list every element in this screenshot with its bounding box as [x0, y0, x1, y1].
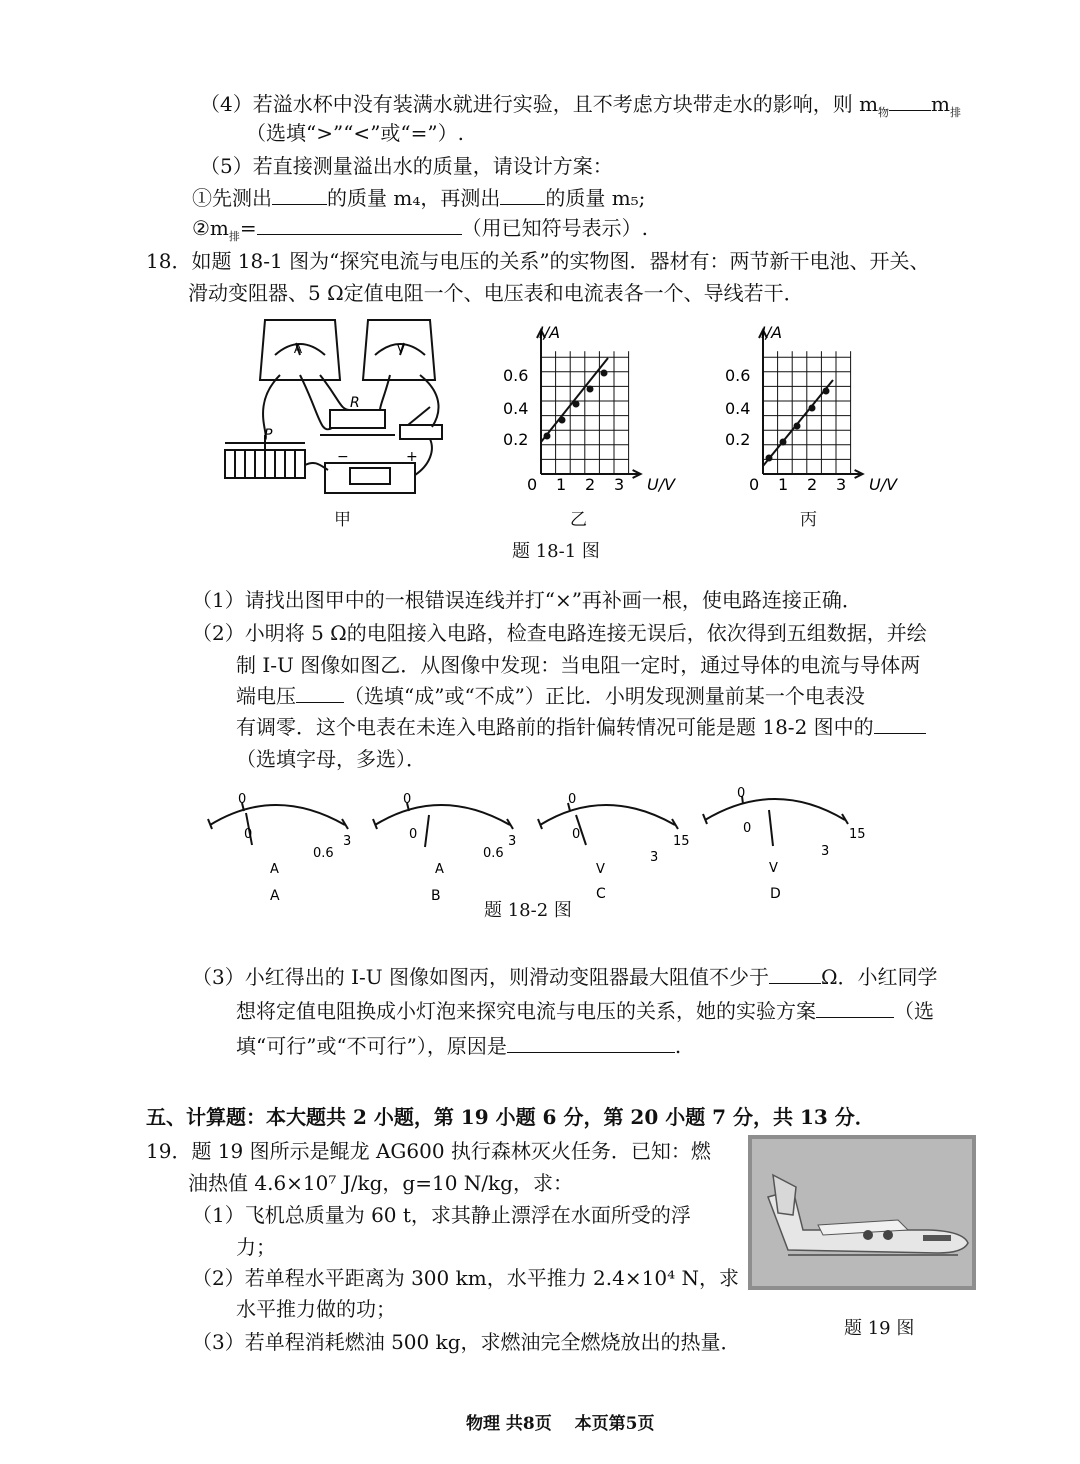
svg-text:−: − — [337, 449, 349, 465]
graph-axes — [759, 330, 863, 478]
graph-bing-ytick-02: 0.2 — [725, 430, 751, 449]
graph-yi-ytick-02: 0.2 — [503, 430, 529, 449]
fig-18-2-caption: 题 18-2 图 — [484, 900, 572, 921]
svg-text:0: 0 — [743, 821, 752, 836]
svg-text:15: 15 — [673, 834, 690, 849]
graph-bing-point — [809, 405, 816, 412]
meter-a — [200, 785, 365, 910]
svg-text:V: V — [769, 861, 778, 876]
graph-yi-point — [587, 386, 594, 393]
q17-part5: （5）若直接测量溢出水的质量，请设计方案： — [200, 154, 613, 178]
svg-text:0: 0 — [403, 792, 412, 807]
q18-part3-line1: （3）小红得出的 I-U 图像如图丙，则滑动变阻器最大阻值不少于 Ω．小红同学 — [192, 965, 938, 989]
q18-part1: （1）请找出图甲中的一根错误连线并打“×”再补画一根，使电路连接正确． — [192, 588, 862, 612]
graph-yi-xtick-0: 0 — [527, 475, 538, 494]
graph-bing-xlabel: U/V — [869, 475, 898, 494]
svg-text:0: 0 — [572, 827, 581, 842]
fig-label-bing: 丙 — [800, 510, 817, 530]
graph-yi-xtick-3: 3 — [614, 475, 625, 494]
q17-part4: （4）若溢水杯中没有装满水就进行实验，且不考虑方块带走水的影响，则 $m_物$ $m_排$ — [200, 92, 962, 119]
graph-bing-ytick-04: 0.4 — [725, 399, 751, 418]
svg-text:C: C — [596, 886, 606, 902]
q18-part3-line3: 填“可行”或“不可行”），原因是 . — [236, 1034, 682, 1058]
q18-stem-line1: 18．如题 18-1 图为“探究电流与电压的关系”的实物图．器材有：两节新干电池、开关、 — [146, 249, 930, 273]
iu-graph-yi — [495, 318, 695, 498]
q18-part3-line2: 想将定值电阻换成小灯泡来探究电流与电压的关系，她的实验方案 （选 — [236, 999, 934, 1023]
svg-text:V: V — [396, 342, 406, 356]
q19-part1-line2: 力； — [236, 1235, 276, 1259]
svg-text:0: 0 — [238, 792, 247, 807]
svg-text:A: A — [293, 342, 303, 356]
graph-bing-ylabel: I/A — [761, 323, 783, 342]
svg-text:0: 0 — [244, 827, 253, 842]
graph-yi-ylabel: I/A — [539, 323, 561, 342]
graph-yi-point — [559, 417, 566, 424]
svg-text:0: 0 — [737, 786, 746, 801]
graph-bing-point — [794, 423, 801, 430]
meter-c — [530, 785, 695, 910]
svg-text:3: 3 — [508, 834, 517, 849]
q19-stem-line1: 19．题 19 图所示是鲲龙 AG600 执行森林灭火任务．已知：燃 — [146, 1139, 711, 1163]
q17-part5-step2: $②m_排=$ （用已知符号表示）. — [192, 216, 649, 243]
graph-bing-point — [823, 388, 830, 395]
svg-text:+: + — [406, 449, 418, 465]
graph-yi-line — [541, 358, 608, 442]
svg-text:15: 15 — [849, 827, 866, 842]
svg-text:3: 3 — [343, 834, 352, 849]
q18-part2-line3: 端电压 （选填“成”或“不成”）正比．小明发现测量前某一个电表没 — [236, 684, 865, 708]
graph-bing-ytick-06: 0.6 — [725, 366, 751, 385]
q18-part2-line2: 制 I-U 图像如图乙．从图像中发现：当电阻一定时，通过导体的电流与导体两 — [236, 653, 921, 677]
meter-d — [695, 780, 870, 905]
graph-yi-ytick-04: 0.4 — [503, 399, 529, 418]
svg-text:0: 0 — [568, 792, 577, 807]
q17-part4-hint: （选填“>”“<”或“=”）. — [246, 121, 464, 145]
q19-stem-line2: 油热值 4.6×10⁷ J/kg，g=10 N/kg，求： — [188, 1171, 573, 1195]
graph-bing-xtick-2: 2 — [807, 475, 818, 494]
svg-text:A: A — [435, 862, 444, 877]
aircraft-photo — [748, 1135, 976, 1290]
fig-label-jia: 甲 — [334, 510, 351, 530]
graph-bing-xtick-1: 1 — [778, 475, 789, 494]
q19-part3: （3）若单程消耗燃油 500 kg，求燃油完全燃烧放出的热量． — [192, 1330, 741, 1354]
iu-graph-bing — [717, 318, 917, 498]
q18-part2-line5: （选填字母，多选）． — [236, 747, 426, 771]
q18-part2-line4: 有调零．这个电表在未连入电路前的指针偏转情况可能是题 18-2 图中的 — [236, 713, 926, 741]
fig-19-caption: 题 19 图 — [844, 1318, 915, 1339]
svg-text:0.6: 0.6 — [483, 846, 504, 861]
graph-axes — [537, 330, 641, 478]
q18-part2-line1: （2）小明将 5 Ω的电阻接入电路，检查电路连接无误后，依次得到五组数据，并绘 — [192, 621, 927, 645]
graph-yi-ytick-06: 0.6 — [503, 366, 529, 385]
meter-b — [365, 785, 530, 910]
svg-text:0.6: 0.6 — [313, 846, 334, 861]
graph-bing-xtick-0: 0 — [749, 475, 760, 494]
svg-text:D: D — [770, 886, 781, 902]
svg-text:A: A — [270, 862, 279, 877]
graph-bing-point — [766, 455, 773, 462]
graph-yi-point — [544, 433, 551, 440]
graph-yi-point — [601, 370, 608, 377]
svg-text:A: A — [270, 888, 280, 904]
graph-yi-xlabel: U/V — [647, 475, 676, 494]
svg-text:3: 3 — [821, 844, 830, 859]
svg-text:B: B — [431, 888, 441, 904]
svg-text:R: R — [350, 395, 360, 411]
q19-part1-line1: （1）飞机总质量为 60 t，求其静止漂浮在水面所受的浮 — [192, 1203, 691, 1227]
graph-yi-point — [573, 401, 580, 408]
page-footer: 物理 共8页 本页第5页 — [466, 1414, 655, 1434]
q19-part2-line1: （2）若单程水平距离为 300 km，水平推力 2.4×10⁴ N，求 — [192, 1266, 739, 1290]
svg-text:0: 0 — [409, 827, 418, 842]
section5-heading: 五、计算题：本大题共 2 小题，第 19 小题 6 分，第 20 小题 7 分，共 13 分． — [146, 1105, 875, 1129]
fig-18-1-caption: 题 18-1 图 — [512, 541, 600, 562]
graph-bing-xtick-3: 3 — [836, 475, 847, 494]
svg-text:3: 3 — [650, 850, 659, 865]
graph-yi-xtick-2: 2 — [585, 475, 596, 494]
svg-text:P: P — [264, 427, 273, 443]
graph-yi-xtick-1: 1 — [556, 475, 567, 494]
svg-text:V: V — [596, 862, 605, 877]
circuit-diagram-jia — [220, 315, 450, 505]
graph-bing-point — [780, 439, 787, 446]
q17-part5-step1: ①先测出 的质量 m₄，再测出 的质量 m₅; — [192, 186, 646, 210]
fig-label-yi: 乙 — [570, 510, 587, 530]
q18-stem-line2: 滑动变阻器、5 Ω定值电阻一个、电压表和电流表各一个、导线若干． — [188, 281, 804, 305]
q19-part2-line2: 水平推力做的功； — [236, 1297, 396, 1321]
